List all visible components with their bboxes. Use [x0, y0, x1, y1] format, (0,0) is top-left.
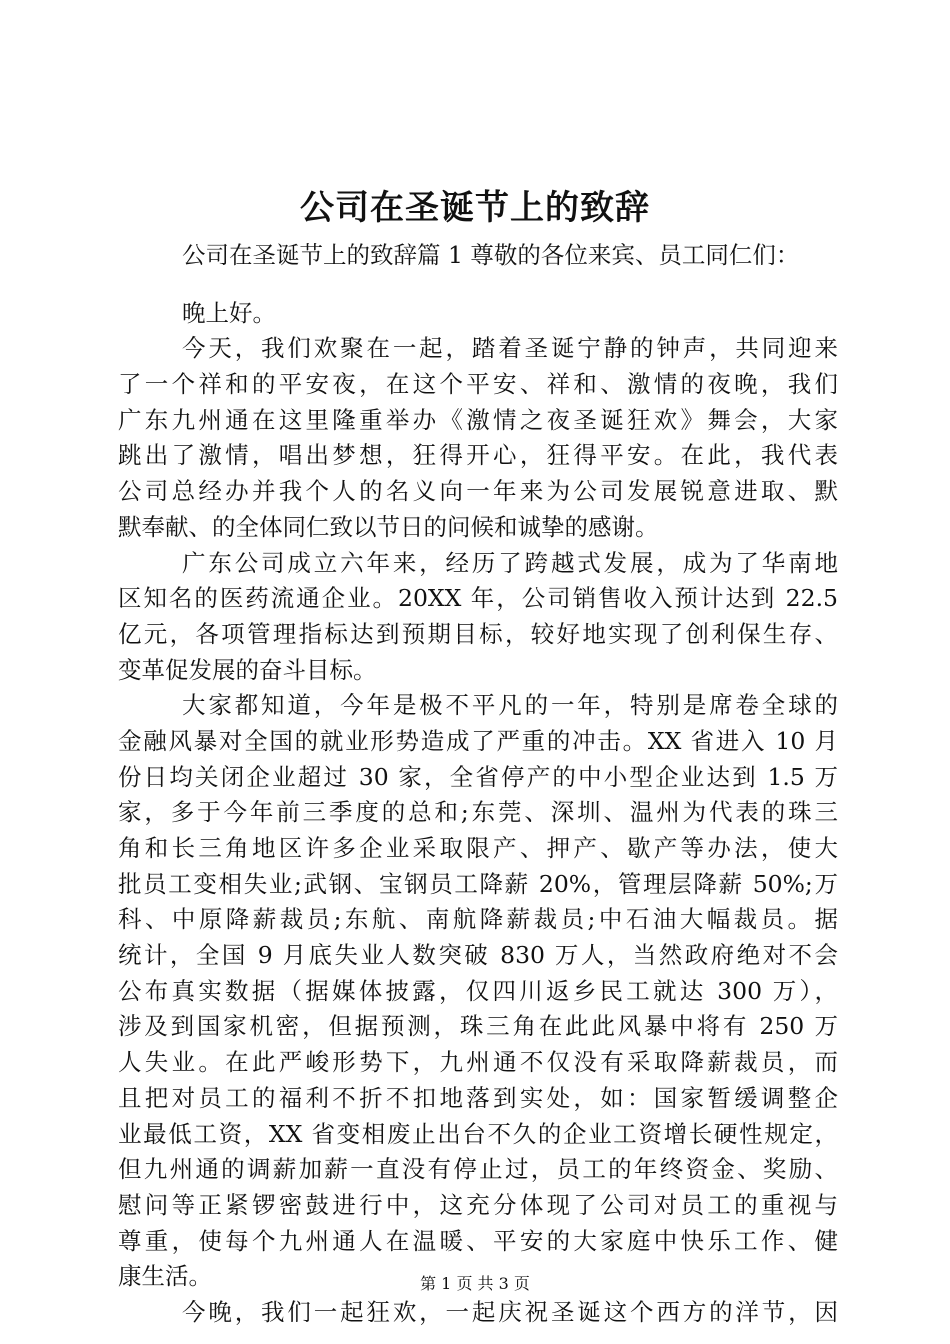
paragraph-line: 广东公司成立六年来，经历了跨越式发展，成为了华南地: [182, 548, 838, 577]
paragraph-line: 但九州通的调薪加薪一直没有停止过，员工的年终资金、奖励、: [118, 1155, 838, 1184]
paragraph-line: 默奉献、的全体同仁致以节日的问候和诚挚的感谢。: [118, 512, 659, 541]
paragraph-line: 业最低工资，XX 省变相废止出台不久的企业工资增长硬性规定，: [118, 1119, 838, 1148]
paragraph-line: 份日均关闭企业超过 30 家，全省停产的中小型企业达到 1.5 万: [118, 762, 838, 791]
paragraph-line: 今天，我们欢聚在一起，踏着圣诞宁静的钟声，共同迎来: [182, 334, 838, 363]
paragraph-line: 批员工变相失业;武钢、宝钢员工降薪 20%，管理层降薪 50%;万: [118, 869, 838, 898]
paragraph-line: 了一个祥和的平安夜，在这个平安、祥和、激情的夜晚，我们: [118, 370, 838, 399]
paragraph-line: 亿元，各项管理指标达到预期目标，较好地实现了创利保生存、: [118, 619, 838, 648]
paragraph-line: 广东九州通在这里隆重举办《激情之夜圣诞狂欢》舞会，大家: [118, 405, 838, 434]
paragraph-line: 今晚，我们一起狂欢，一起庆祝圣诞这个西方的洋节，因: [182, 1297, 838, 1326]
paragraph-line: 统计，全国 9 月底失业人数突破 830 万人，当然政府绝对不会: [118, 941, 838, 970]
paragraph-line: 金融风暴对全国的就业形势造成了严重的冲击。XX 省进入 10 月: [118, 726, 838, 755]
paragraph-line: 家，多于今年前三季度的总和;东莞、深圳、温州为代表的珠三: [118, 798, 838, 827]
paragraph-line: 尊重，使每个九州通人在温暖、平安的大家庭中快乐工作、健: [118, 1226, 838, 1255]
paragraph-line: 科、中原降薪裁员;东航、南航降薪裁员;中石油大幅裁员。据: [118, 905, 838, 934]
paragraph-line: 公司总经办并我个人的名义向一年来为公司发展锐意进取、默: [118, 477, 838, 506]
paragraph-line: 人失业。在此严峻形势下，九州通不仅没有采取降薪裁员，而: [118, 1048, 838, 1077]
document-body: [118, 238, 838, 1331]
paragraph-line: 跳出了激情，唱出梦想，狂得开心，狂得平安。在此，我代表: [118, 441, 838, 470]
paragraph-line: 康生活。: [118, 1262, 212, 1291]
paragraph-line: 变革促发展的奋斗目标。: [118, 655, 377, 684]
paragraph-line: 大家都知道，今年是极不平凡的一年，特别是席卷全球的: [182, 691, 838, 720]
page-footer: 第 1 页 共 3 页: [420, 1274, 530, 1293]
paragraph-line: 角和长三角地区许多企业采取限产、押产、歇产等办法，使大: [118, 834, 838, 862]
paragraph-line: 涉及到国家机密，但据预测，珠三角在此此风暴中将有 250 万: [118, 1012, 838, 1041]
paragraph-line: 慰问等正紧锣密鼓进行中，这充分体现了公司对员工的重视与: [118, 1190, 838, 1219]
document-title: 公司在圣诞节上的致辞: [300, 188, 650, 228]
paragraph-line: 公布真实数据（据媒体披露，仅四川返乡民工就达 300 万），: [118, 976, 838, 1005]
paragraph-line: 公司在圣诞节上的致辞篇 1 尊敬的各位来宾、员工同仁们：: [182, 241, 800, 269]
paragraph-line: 且把对员工的福利不折不扣地落到实处，如：国家暂缓调整企: [118, 1083, 838, 1112]
paragraph-line: 区知名的医药流通企业。20XX 年，公司销售收入预计达到 22.5: [118, 584, 838, 613]
paragraph-line: 晚上好。: [182, 298, 276, 327]
